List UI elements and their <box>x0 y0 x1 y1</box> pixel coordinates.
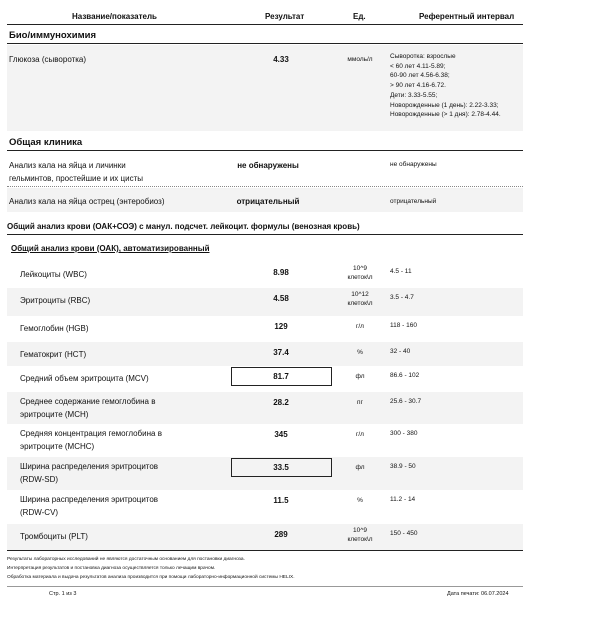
section-title-bio: Био/иммунохимия <box>9 30 97 41</box>
clinic-row-2-name: Анализ кала на яйца острец (энтеробиоз) <box>9 197 165 206</box>
oak-row-unit: фл <box>355 464 365 471</box>
oak-row-ref: 32 - 40 <box>390 348 411 355</box>
oak-row-ref: 25.6 - 30.7 <box>390 398 422 405</box>
column-header-unit: Ед. <box>353 12 366 21</box>
oak-row-name: Эритроциты (RBC) <box>20 296 91 305</box>
oak-row-unit: г/л <box>356 323 364 330</box>
out-of-range-box <box>231 367 332 386</box>
column-header-name: Название/показатель <box>72 12 157 21</box>
oak-row-unit: 10^12 клеток\л <box>347 291 373 307</box>
oak-row-result: 11.5 <box>273 496 289 505</box>
oak-row-unit: % <box>357 497 363 504</box>
oak-row-result: 289 <box>274 530 288 539</box>
oak-row-name: Гемоглобин (HGB) <box>20 324 89 333</box>
oak-row-ref: 3.5 - 4.7 <box>390 294 414 301</box>
print-date: Дата печати: 06.07.2024 <box>447 591 509 597</box>
oak-row-unit: 10^9 клеток\л <box>347 527 373 543</box>
oak-row-result: 129 <box>274 322 288 331</box>
oak-row-ref: 300 - 380 <box>390 430 418 437</box>
glucose-unit: ммоль/л <box>347 56 373 63</box>
oak-row-result: 4.58 <box>273 294 289 303</box>
oak-row-name: Лейкоциты (WBC) <box>20 270 87 279</box>
oak-row-name: Тромбоциты (PLT) <box>20 532 88 541</box>
oak-row-ref: 11.2 - 14 <box>390 496 416 503</box>
oak-row-result: 81.7 <box>273 372 289 381</box>
oak-row-unit: фл <box>355 373 365 380</box>
oak-row-ref: 118 - 160 <box>390 322 417 329</box>
oak-row-result: 33.5 <box>273 463 289 472</box>
column-header-ref: Референтный интервал <box>419 12 515 21</box>
oak-row-ref: 86.6 - 102 <box>390 372 420 379</box>
section-title-oak: Общий анализ крови (ОАК), автоматизированный <box>11 244 210 253</box>
glucose-ref: Сыворотка: взрослые < 60 лет 4.11-5.89; 60-90 лет 4.56-6.38; > 90 лет 4.16-6.72. Дети: 3.33-5.55; Новорожденные (1 день): 2.22-3.33; Новорожденные (> 1 дня): 2.78-4.44. <box>390 53 501 119</box>
oak-row-result: 28.2 <box>273 398 289 407</box>
oak-row-result: 8.98 <box>273 268 289 277</box>
section-title-clinic: Общая клиника <box>9 137 83 148</box>
oak-row-name: Ширина распределения эритроцитов (RDW-CV) <box>20 495 159 517</box>
column-header-result: Результат <box>265 12 305 21</box>
oak-row-ref: 38.9 - 50 <box>390 463 416 470</box>
glucose-result: 4.33 <box>273 55 289 64</box>
out-of-range-box <box>231 458 332 477</box>
footer-note-3: Обработка материала и выдача результатов анализа производится при помощи лабораторно-информационной системы HELIX. <box>7 575 295 580</box>
oak-row-unit: % <box>357 349 363 356</box>
clinic-row-1-result: не обнаружены <box>237 161 299 170</box>
oak-row-unit: 10^9 клеток\л <box>347 265 373 281</box>
section-title-blood: Общий анализ крови (ОАК+СОЭ) с манул. подсчет. лейкоцит. формулы (венозная кровь) <box>7 222 360 231</box>
oak-row-result: 345 <box>274 430 288 439</box>
oak-row-ref: 4.5 - 11 <box>390 268 412 275</box>
oak-row-unit: пг <box>357 399 363 406</box>
oak-row-name: Средняя концентрация гемоглобина в эритроците (MCHC) <box>20 429 162 451</box>
clinic-row-2-result: отрицательный <box>236 197 300 206</box>
oak-row-ref: 150 - 450 <box>390 530 418 537</box>
clinic-row-2-ref: отрицательный <box>390 198 437 205</box>
oak-row-name: Среднее содержание гемоглобина в эритроците (MCH) <box>20 397 156 419</box>
footer-note-2: Интерпретация результатов и постановка диагноза осуществляется только лечащим врачом. <box>7 566 216 571</box>
oak-row-name: Гематокрит (HCT) <box>20 350 87 359</box>
page-number: Стр. 1 из 3 <box>49 591 77 597</box>
glucose-name: Глюкоза (сыворотка) <box>9 55 87 64</box>
clinic-row-1-name: Анализ кала на яйца и личинки гельминтов, простейшие и их цисты <box>9 161 143 183</box>
clinic-row-1-ref: не обнаружены <box>390 161 437 168</box>
oak-row-name: Средний объем эритроцита (MCV) <box>20 374 149 383</box>
oak-row-unit: г/л <box>356 431 364 438</box>
oak-row-result: 37.4 <box>273 348 289 357</box>
oak-row-name: Ширина распределения эритроцитов (RDW-SD) <box>20 462 159 484</box>
footer-note-1: Результаты лабораторных исследований не являются достаточным основанием для постановки диагноза. <box>7 557 245 562</box>
